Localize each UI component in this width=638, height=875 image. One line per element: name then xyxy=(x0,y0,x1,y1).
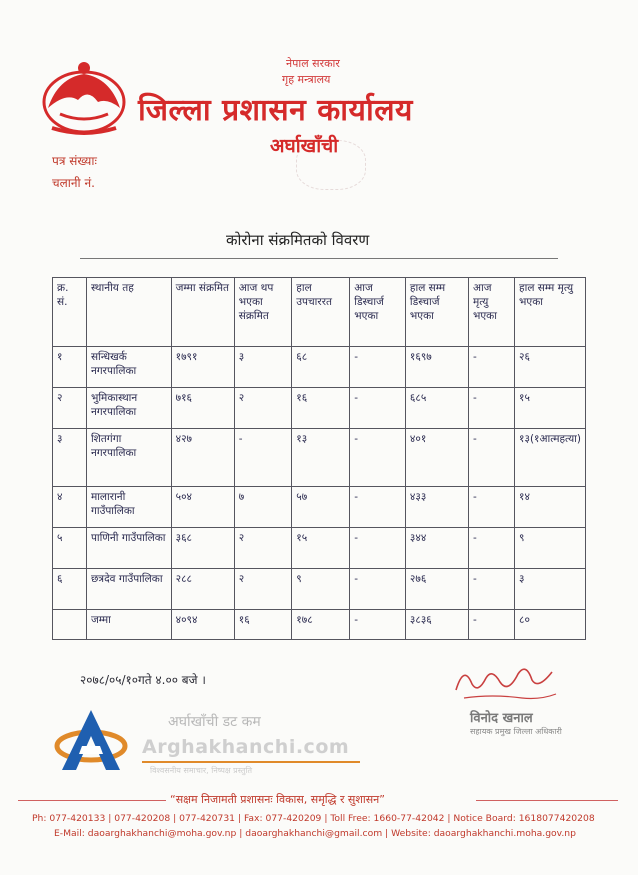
table-row xyxy=(53,528,586,569)
cell-discharged-today: - xyxy=(350,610,406,640)
cell-deaths-total: ९ xyxy=(515,528,586,569)
cell-discharged-total: ३४४ xyxy=(405,528,468,569)
col-header-deaths-today: आज मृत्यु भएका xyxy=(468,278,514,347)
cell-discharged-total: ४०१ xyxy=(405,429,468,487)
cell-serial xyxy=(53,610,87,640)
col-header-new-today: आज थप भएका संक्रमित xyxy=(234,278,292,347)
cell-discharged-today: - xyxy=(350,429,406,487)
cell-local-level: भुमिकास्थान नगरपालिका xyxy=(86,388,171,429)
footer-emails: E-Mail: daoarghakhanchi@moha.gov.np | daoarghakhanchi@gmail.com | Website: daoarghakhanchi.moha.gov.np xyxy=(54,828,576,839)
government-name: नेपाल सरकार xyxy=(286,57,340,70)
cell-serial: ३ xyxy=(53,429,87,487)
footer-rule-left xyxy=(18,800,166,801)
cell-discharged-today: - xyxy=(350,569,406,610)
cell-new-today: २ xyxy=(234,388,292,429)
cell-total-infected: ५०४ xyxy=(171,487,234,528)
signatory-name: विनोद खनाल xyxy=(470,711,533,726)
table-row xyxy=(53,569,586,610)
cell-local-level: मालारानी गाउँपालिका xyxy=(86,487,171,528)
arghakhanchi-logo-icon xyxy=(52,706,130,774)
handwritten-signature xyxy=(452,654,562,704)
cell-under-treatment: ९ xyxy=(292,569,350,610)
footer-contacts: Ph: 077-420133 | 077-420208 | 077-420731 | Fax: 077-420209 | Toll Free: 1660-77-42042 | Notice Board: 1618077420208 xyxy=(32,813,595,824)
cell-deaths-total: ३ xyxy=(515,569,586,610)
document-title: कोरोना संक्रमितको विवरण xyxy=(226,231,370,249)
footer-motto: “सक्षम निजामती प्रशासनः विकास, समृद्धि र सुशासन” xyxy=(170,793,385,806)
dispatch-number-label: चलानी नं. xyxy=(52,176,95,190)
cell-deaths-total: १३(१आत्महत्या) xyxy=(515,429,586,487)
cell-total-infected: ७१६ xyxy=(171,388,234,429)
cell-discharged-today: - xyxy=(350,528,406,569)
cell-deaths-today: - xyxy=(468,569,514,610)
col-header-under-treatment: हाल उपचाररत xyxy=(292,278,350,347)
cell-deaths-today: - xyxy=(468,528,514,569)
col-header-discharged-total: हाल सम्म डिस्चार्ज भएका xyxy=(405,278,468,347)
covid-statistics-table xyxy=(52,277,586,640)
watermark-underline xyxy=(142,761,360,763)
cell-serial: ५ xyxy=(53,528,87,569)
watermark-site: Arghakhanchi.com xyxy=(142,736,350,758)
cell-under-treatment: १५ xyxy=(292,528,350,569)
district-name: अर्घाखाँची xyxy=(270,135,339,157)
cell-under-treatment: १७८ xyxy=(292,610,350,640)
cell-total-infected: १७९१ xyxy=(171,347,234,388)
table-total-row xyxy=(53,610,586,640)
cell-discharged-total: १६९७ xyxy=(405,347,468,388)
report-date-time: २०७८/०५/१०गते ४.०० बजे । xyxy=(80,673,206,687)
cell-deaths-today: - xyxy=(468,487,514,528)
col-header-serial: क्र. सं. xyxy=(53,278,87,347)
cell-deaths-today: - xyxy=(468,388,514,429)
col-header-deaths-total: हाल सम्म मृत्यु भएका xyxy=(515,278,586,347)
cell-under-treatment: ६८ xyxy=(292,347,350,388)
table-row xyxy=(53,429,586,487)
col-header-discharged-today: आज डिस्चार्ज भएका xyxy=(350,278,406,347)
cell-discharged-total: ३८३६ xyxy=(405,610,468,640)
cell-new-today: १६ xyxy=(234,610,292,640)
watermark-tagline: विश्वसनीय समाचार, निष्पक्ष प्रस्तुति xyxy=(150,766,253,775)
cell-serial: ४ xyxy=(53,487,87,528)
cell-under-treatment: १६ xyxy=(292,388,350,429)
footer-rule-right xyxy=(476,800,618,801)
cell-total-infected: ४०९४ xyxy=(171,610,234,640)
cell-deaths-total: १४ xyxy=(515,487,586,528)
cell-discharged-today: - xyxy=(350,347,406,388)
signatory-role: सहायक प्रमुख जिल्ला अधिकारी xyxy=(470,727,562,736)
cell-discharged-total: २७६ xyxy=(405,569,468,610)
nepal-emblem-icon xyxy=(38,58,130,140)
office-title: जिल्ला प्रशासन कार्यालय xyxy=(138,93,413,128)
cell-under-treatment: १३ xyxy=(292,429,350,487)
reference-number-label: पत्र संख्याः xyxy=(52,154,97,168)
cell-deaths-total: १५ xyxy=(515,388,586,429)
table-header-row xyxy=(53,278,586,347)
cell-new-today: ७ xyxy=(234,487,292,528)
table-row xyxy=(53,347,586,388)
cell-total-infected: २८८ xyxy=(171,569,234,610)
cell-new-today: - xyxy=(234,429,292,487)
cell-discharged-today: - xyxy=(350,487,406,528)
cell-serial: २ xyxy=(53,388,87,429)
ministry-name: गृह मन्त्रालय xyxy=(282,73,331,86)
cell-serial: ६ xyxy=(53,569,87,610)
cell-local-level: शितगंगा नगरपालिका xyxy=(86,429,171,487)
col-header-local-level: स्थानीय तह xyxy=(86,278,171,347)
cell-local-level: छत्रदेव गाउँपालिका xyxy=(86,569,171,610)
cell-discharged-today: - xyxy=(350,388,406,429)
table-row xyxy=(53,487,586,528)
cell-discharged-total: ४३३ xyxy=(405,487,468,528)
cell-deaths-today: - xyxy=(468,610,514,640)
cell-under-treatment: ५७ xyxy=(292,487,350,528)
cell-deaths-total: २६ xyxy=(515,347,586,388)
cell-new-today: ३ xyxy=(234,347,292,388)
title-underline xyxy=(80,258,558,259)
cell-new-today: २ xyxy=(234,569,292,610)
cell-total-infected: ३६८ xyxy=(171,528,234,569)
col-header-total-infected: जम्मा संक्रमित xyxy=(171,278,234,347)
cell-local-level: पाणिनी गाउँपालिका xyxy=(86,528,171,569)
watermark-brand: अर्घाखाँची डट कम xyxy=(168,714,261,730)
cell-total-infected: ४२७ xyxy=(171,429,234,487)
table-row xyxy=(53,388,586,429)
cell-deaths-today: - xyxy=(468,429,514,487)
cell-new-today: २ xyxy=(234,528,292,569)
cell-discharged-total: ६८५ xyxy=(405,388,468,429)
cell-local-level: सन्धिखर्क नगरपालिका xyxy=(86,347,171,388)
cell-deaths-today: - xyxy=(468,347,514,388)
cell-deaths-total: ८० xyxy=(515,610,586,640)
cell-serial: १ xyxy=(53,347,87,388)
cell-total-label: जम्मा xyxy=(86,610,171,640)
